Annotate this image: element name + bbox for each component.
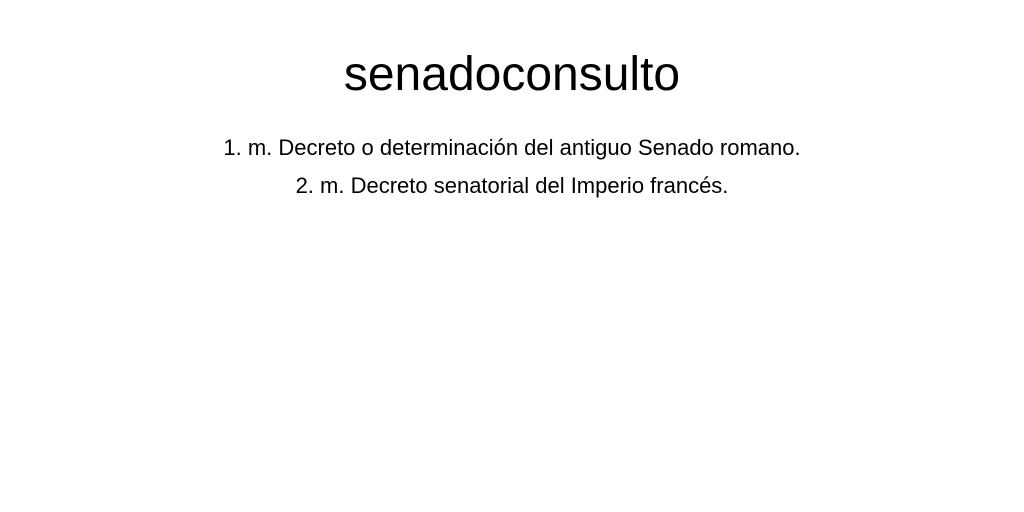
definition-1: 1. m. Decreto o determinación del antiguo Senado romano. [223,135,801,160]
definitions-list [0,129,1024,205]
definition-2: 2. m. Decreto senatorial del Imperio francés. [295,173,729,198]
headword-title: senadoconsulto [343,48,681,101]
